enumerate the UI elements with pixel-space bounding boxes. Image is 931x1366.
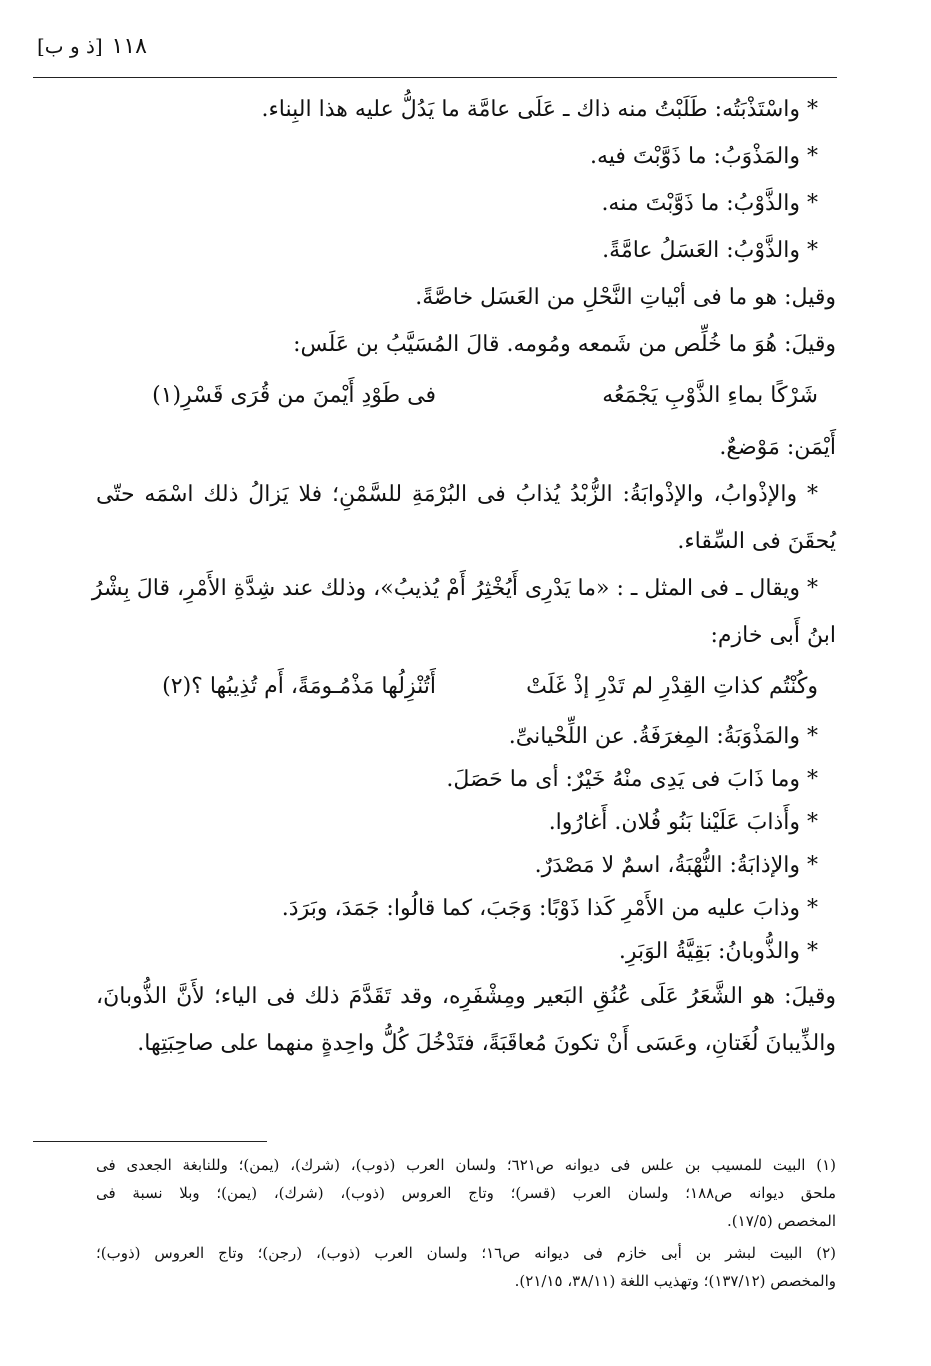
text-line: يُحقَنَ فى السِّقاء. [677,529,836,554]
verse-hemistich-first: وكُنْتُم كذاتِ القِدْرِ لم تَدْرِ إذْ غَلَتْ [526,674,818,699]
text-line: * والذَّوْبُ: العَسَلُ عامَّةً. [602,238,818,263]
verse-hemistich-second: فى طَوْدِ أَيْمنَ من قُرَى قَسْرِ(١) [152,383,436,408]
text-line: * والذُّوبانُ: بَقِيَّةُ الوَبَرِ. [618,939,818,964]
text-line: * والمَذْوَبُ: ما ذَوَّبْتَ فيه. [589,144,818,169]
text-line: * والذَّوْبُ: ما ذَوَّبْتَ منه. [601,191,818,216]
text-line: * والإذابَةُ: النُّهْبَةُ، اسمٌ لا مَصْدَرٌ. [534,853,818,878]
verse-hemistich-first: شَرْكًا بماءِ الذَّوْبِ يَجْمَعُه [602,383,818,408]
text-line: * ويقال ـ فى المثل ـ : «ما يَدْرِى أَيُخْثِرُ أَمْ يُذيبُ»، وذلك عند شِدَّةِ الأَمْرِ، قالَ بِشْرُ [91,576,818,601]
footnote-line: ملحق ديوانه ص١٨٨؛ ولسان العرب (قسر)؛ وتاج العروس (ذوب)، (شرك)، (يمن)؛ وبلا نسبة فى [96,1184,836,1202]
text-line: وقيلَ: هُوَ ما خُلِّص من شَمعه ومُومه. قالَ المُسَيَّبُ بن عَلَس: [293,332,836,357]
text-line: وقيل: هو ما فى أبْياتِ النَّحْلِ من العَسَل خاصَّةً. [415,285,836,310]
text-line: * وذابَ عليه من الأَمْرِ كَذا ذَوْبًا: وَجَبَ، كما قالُوا: جَمَدَ، وبَرَدَ. [281,896,818,921]
verse-line [96,368,836,424]
body-text [91,86,836,1067]
text-line: أَيْمَن: مَوْضعٌ. [719,435,836,460]
verse-hemistich-second: أَتُنْزِلُها مَذْمُـومَةً، أَم تُذِيبُها ؟(٢) [162,674,436,699]
text-line: ابنُ أَبى خازم: [710,623,836,648]
text-line: * واسْتَذْبَتُه: طَلَبْتُ منه ذاك ـ عَلَى عامَّة ما يَدُلُّ عليه هذا البِناء. [261,97,818,122]
footnote-line: المخصص (١٧/٥). [727,1212,836,1230]
footnote-rule [33,1141,267,1142]
header-rule [33,77,837,78]
text-line: * والمَذْوَبَةُ: المِغرَفَةُ. عن اللِّحْيانىِّ. [508,724,818,749]
text-line: وقيلَ: هو الشَّعَرُ عَلَى عُنُقِ البَعير ومِشْفَرِه، وقد تَقَدَّمَ ذلك فى الياء؛ لأَنَّ الذُّوبانَ، [96,984,836,1009]
page-number: ١١٨ [111,34,147,59]
text-line: * وأَذابَ عَلَيْنا بَنُو فُلان. أَغارُوا. [548,810,818,835]
text-line: * وما ذَابَ فى يَدِى منْهُ خَيْرٌ: أى ما حَصَلَ. [446,767,818,792]
text-line: * والإذْوابُ، والإذْوابَةُ: الزُّبْدُ يُذابُ فى البُرْمَةِ للسَّمْنِ؛ فلا يَزالُ ذلك اسْمَه حتّى [96,482,818,507]
footnote-line: (٢) البيت لبشر بن أبى خازم فى ديوانه ص١٦؛ ولسان العرب (ذوب)، (رجن)؛ وتاج العروس (ذوب)؛ [96,1244,836,1262]
running-head-root: [ذ و ب] [37,34,103,58]
footnotes [96,1151,836,1295]
verse-line [96,659,836,715]
footnote-line: (١) البيت للمسيب بن علس فى ديوانه ص٦٢١؛ ولسان العرب (ذوب)، (شرك)، (يمن)؛ وللنابغة الجعدى فى [96,1156,836,1174]
footnote-line: والمخصص (١٣٧/١٢)؛ وتهذيب اللغة (٣٨/١١، ٢١/١٥). [514,1272,836,1290]
text-line: والذِّيبانَ لُغَتانِ، وعَسَى أَنْ تكونَ مُعاقَبَةً، فتَدْخُلَ كُلُّ واحِدةٍ منهما على صاحِبَتِها. [137,1031,836,1056]
